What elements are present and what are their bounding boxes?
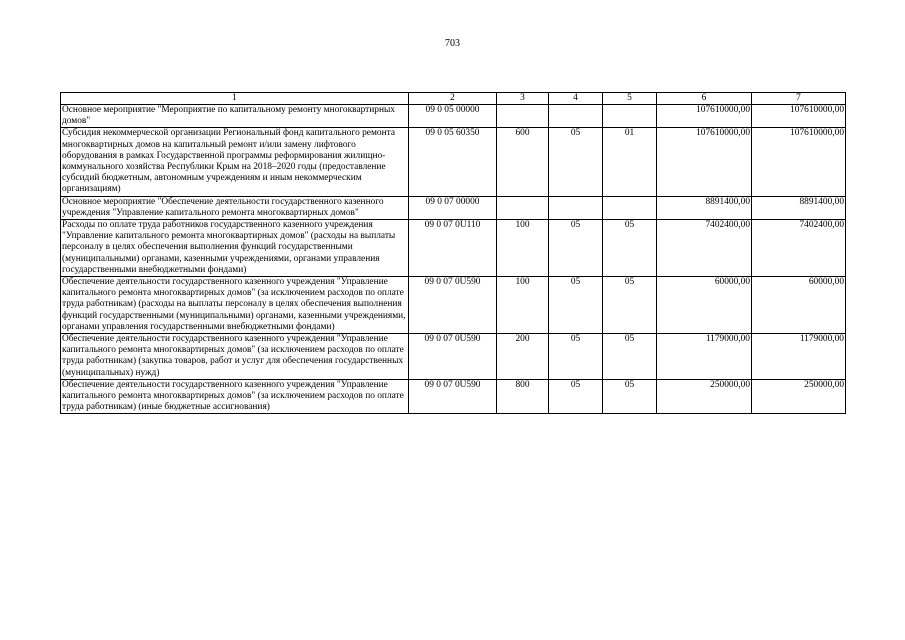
row-code: 09 0 05 60350 xyxy=(409,128,497,196)
row-name: Субсидия некоммерческой организации Региональный фонд капитального ремонта многоквартирных домов на капитальный ремонт и/или замену лифтового оборудования в рамках Государственной программы реформирования жилищно-коммунального хозяйства Республики Крым на 2018–2020 годы (предоставление субсидий бюджетным, автономным учреждениям и иным некоммерческим организациям) xyxy=(61,128,409,196)
row-subsection: 05 xyxy=(603,379,657,414)
row-code: 09 0 07 0U590 xyxy=(409,379,497,414)
header-cell: 2 xyxy=(409,93,497,105)
row-subsection xyxy=(603,196,657,219)
row-amount-6: 250000,00 xyxy=(657,379,752,414)
row-expense-type: 100 xyxy=(497,220,549,277)
row-section: 05 xyxy=(549,128,603,196)
row-expense-type: 100 xyxy=(497,277,549,334)
table-row xyxy=(61,196,846,219)
row-code: 09 0 05 00000 xyxy=(409,105,497,128)
row-name: Основное мероприятие "Мероприятие по капитальному ремонту многоквартирных домов" xyxy=(61,105,409,128)
row-amount-7: 250000,00 xyxy=(752,379,846,414)
row-subsection xyxy=(603,105,657,128)
row-amount-6: 7402400,00 xyxy=(657,220,752,277)
row-section: 05 xyxy=(549,379,603,414)
row-section xyxy=(549,196,603,219)
row-amount-7: 107610000,00 xyxy=(752,105,846,128)
page-number: 703 xyxy=(445,38,460,49)
row-name: Обеспечение деятельности государственного казенного учреждения "Управление капитального ремонта многоквартирных домов" (за исключением расходов по оплате труда работникам) (закупка товаров, работ и услуг для обеспечения государственных (муниципальных) нужд) xyxy=(61,334,409,380)
row-amount-7: 107610000,00 xyxy=(752,128,846,196)
row-code: 09 0 07 0U110 xyxy=(409,220,497,277)
budget-table xyxy=(60,92,846,414)
row-expense-type: 800 xyxy=(497,379,549,414)
table-row xyxy=(61,379,846,414)
table-row xyxy=(61,277,846,334)
row-name: Расходы по оплате труда работников государственного казенного учреждения "Управление капитального ремонта многоквартирных домов" (расходы на выплаты персоналу в целях обеспечения выполнения функций государственными (муниципальными) органами, казенными учреждениями, органами управления государственными внебюджетными фондами) xyxy=(61,220,409,277)
row-amount-7: 8891400,00 xyxy=(752,196,846,219)
table-row xyxy=(61,220,846,277)
header-cell: 3 xyxy=(497,93,549,105)
row-amount-6: 8891400,00 xyxy=(657,196,752,219)
row-expense-type: 600 xyxy=(497,128,549,196)
row-code: 09 0 07 0U590 xyxy=(409,334,497,380)
row-name: Обеспечение деятельности государственного казенного учреждения "Управление капитального ремонта многоквартирных домов" (за исключением расходов по оплате труда работникам) (иные бюджетные ассигнования) xyxy=(61,379,409,414)
row-subsection: 05 xyxy=(603,277,657,334)
row-expense-type xyxy=(497,105,549,128)
row-amount-6: 1179000,00 xyxy=(657,334,752,380)
header-cell: 5 xyxy=(603,93,657,105)
row-amount-7: 7402400,00 xyxy=(752,220,846,277)
row-subsection: 05 xyxy=(603,334,657,380)
header-cell: 1 xyxy=(61,93,409,105)
row-amount-6: 107610000,00 xyxy=(657,105,752,128)
row-code: 09 0 07 0U590 xyxy=(409,277,497,334)
row-code: 09 0 07 00000 xyxy=(409,196,497,219)
table-row xyxy=(61,128,846,196)
row-subsection: 01 xyxy=(603,128,657,196)
header-cell: 6 xyxy=(657,93,752,105)
row-section: 05 xyxy=(549,220,603,277)
row-expense-type xyxy=(497,196,549,219)
table-row xyxy=(61,334,846,380)
table-header-row xyxy=(61,93,846,105)
table-row xyxy=(61,105,846,128)
row-section xyxy=(549,105,603,128)
row-expense-type: 200 xyxy=(497,334,549,380)
row-amount-7: 60000,00 xyxy=(752,277,846,334)
header-cell: 4 xyxy=(549,93,603,105)
row-amount-6: 107610000,00 xyxy=(657,128,752,196)
row-section: 05 xyxy=(549,334,603,380)
row-name: Обеспечение деятельности государственного казенного учреждения "Управление капитального ремонта многоквартирных домов" (за исключением расходов по оплате труда работникам) (расходы на выплаты персоналу в целях обеспечения выполнения функций государственными (муниципальными) органами, казенными учреждениями, органами управления государственными внебюджетными фондами) xyxy=(61,277,409,334)
header-cell: 7 xyxy=(752,93,846,105)
row-amount-6: 60000,00 xyxy=(657,277,752,334)
row-subsection: 05 xyxy=(603,220,657,277)
row-amount-7: 1179000,00 xyxy=(752,334,846,380)
row-name: Основное мероприятие "Обеспечение деятельности государственного казенного учреждения "Управление капитального ремонта многоквартирных домов" xyxy=(61,196,409,219)
row-section: 05 xyxy=(549,277,603,334)
